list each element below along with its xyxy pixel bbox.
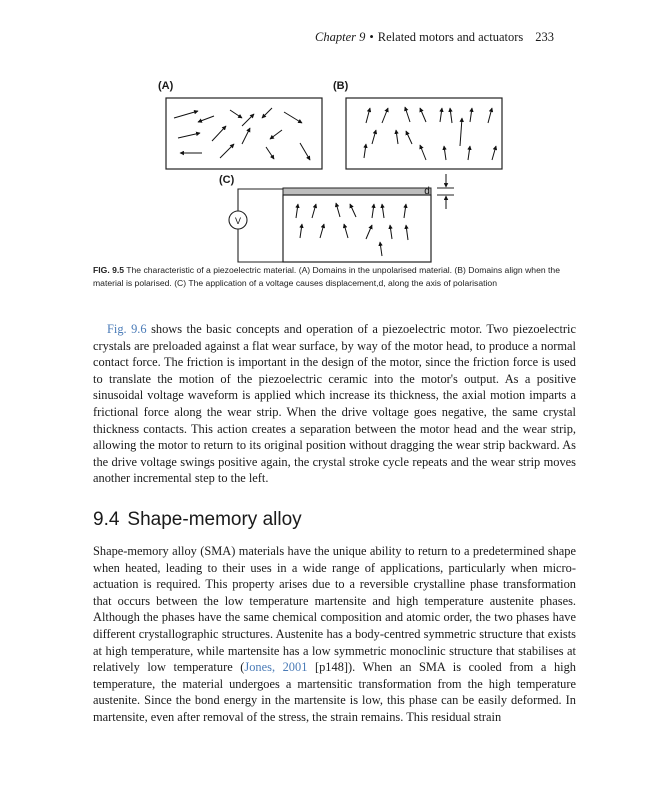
- domain-arrow: [420, 145, 426, 160]
- domain-arrow: [406, 225, 408, 240]
- domain-arrow: [350, 204, 356, 217]
- domain-arrow: [380, 242, 382, 256]
- paragraph-text-after-citation: [p148]). When an SMA is cooled from a high temperature, the material undergoes a martensitic transformation from the high temperature austenite. Since the bond energy in the martensite is low, this phase can be easily deformed. In martensite, even after removal of the stress, the strain remains. This residual strain: [93, 660, 576, 724]
- domain-arrow: [344, 224, 348, 238]
- domain-arrow: [320, 224, 324, 238]
- displacement-label: d: [424, 186, 430, 197]
- panel-a-label: (A): [158, 80, 174, 92]
- figure-caption: [93, 264, 583, 289]
- figure-number: FIG. 9.5: [93, 265, 125, 275]
- domain-arrow: [262, 108, 272, 118]
- panel-a-unpolarised-domains: [166, 98, 322, 169]
- page-number: 233: [535, 30, 554, 44]
- figure-9-5: [150, 78, 540, 268]
- domain-arrow: [284, 112, 302, 123]
- domain-arrow: [296, 204, 298, 218]
- domain-arrow: [242, 114, 254, 126]
- displaced-layer: [283, 188, 431, 195]
- domain-arrow: [366, 225, 372, 239]
- domain-arrow: [470, 108, 472, 122]
- panel-a-box: [166, 98, 322, 169]
- voltage-label: V: [234, 216, 242, 226]
- domain-arrow: [372, 204, 374, 218]
- domain-arrow: [390, 225, 392, 239]
- domain-arrow: [382, 204, 384, 218]
- panel-b-polarised-domains: [346, 98, 502, 169]
- chapter-label: Chapter 9: [315, 30, 366, 44]
- figure-diagram: [150, 78, 540, 268]
- chapter-title: Related motors and actuators: [377, 30, 524, 44]
- panel-c-voltage-applied: [229, 174, 454, 262]
- paragraph-text: shows the basic concepts and operation of a piezoelectric motor. Two piezoelectric crystals are preloaded against a flat wear surface, by way of the motor head, to produce a normal contact force. The friction is important in the design of the motor, since the friction force is used to translate the motion of the piezoelectric ceramic into the motor's output. As a positive sinusoidal voltage waveform is applied which increase its thickness, the axial motion imparts a frictional force along the wear strip. When the drive voltage goes negative, the same crystal thickness contacts. This action creates a separation between the motor head and the wear strip, allowing the motor to return to its original position without dragging the wear strip backward. As the drive voltage swings positive again, the crystal stroke cycle repeats and the wear strip moves another incremental step to the left.: [93, 322, 576, 486]
- domain-arrow: [420, 108, 426, 122]
- domain-arrow: [492, 146, 496, 160]
- domain-arrow: [366, 108, 370, 123]
- section-number: 9.4: [93, 509, 120, 530]
- domain-arrow: [300, 143, 310, 160]
- section-heading: [93, 509, 302, 531]
- domain-arrow: [440, 108, 442, 122]
- domain-arrow: [312, 204, 316, 218]
- domain-arrow: [178, 133, 200, 138]
- domain-arrow: [300, 224, 302, 238]
- displacement-indicator: [437, 174, 454, 209]
- bullet-separator: •: [369, 30, 374, 44]
- domain-arrow: [488, 108, 492, 123]
- domain-arrow: [396, 130, 398, 144]
- domain-arrow: [198, 116, 214, 122]
- domain-arrow: [364, 144, 366, 158]
- domain-arrow: [242, 128, 250, 144]
- domain-arrow: [336, 203, 340, 217]
- paragraph-text-before-citation: Shape-memory alloy (SMA) materials have the unique ability to return to a predetermined shape when heated, leading to their uses in a wide range of applications, particularly when micro-actuation is required. This property arises due to a reversible crystalline phase transformation that occurs between the low temperature martensite and high temperature austenite phases. Although the phases have the same chemical composition and atomic order, the two phases have different crystallographic structures. Austenite has a body-centred symmetric structure that exists at high temperature, while martensite has a low symmetric monoclinic structure that stabilises at relatively low temperature (: [93, 544, 576, 675]
- domain-arrow: [266, 147, 274, 159]
- domain-arrow: [444, 146, 446, 160]
- running-head: [315, 30, 554, 45]
- domain-arrow: [450, 108, 452, 123]
- caption-text: The characteristic of a piezoelectric material. (A) Domains in the unpolarised material. (B) Domains align when the material is polarised. (C) The application of a voltage causes displacement,d, along the axis of polarisation: [93, 265, 560, 288]
- domain-arrow: [405, 107, 410, 122]
- domain-arrow: [404, 204, 406, 218]
- section-title: Shape-memory alloy: [127, 509, 302, 530]
- domain-arrow: [372, 130, 376, 144]
- polarised-crystal-box: [283, 195, 431, 262]
- domain-arrow: [460, 118, 462, 146]
- paragraph-piezo-motor: [93, 321, 576, 487]
- panel-c-label: (C): [219, 174, 235, 186]
- domain-arrow: [174, 111, 198, 118]
- paragraph-shape-memory-alloy: [93, 543, 576, 726]
- domain-arrow: [382, 108, 388, 123]
- figure-reference-link[interactable]: Fig. 9.6: [107, 322, 147, 336]
- domain-arrow: [212, 126, 226, 141]
- domain-arrow: [220, 144, 234, 158]
- citation-link[interactable]: Jones, 2001: [244, 660, 308, 675]
- domain-arrow: [468, 146, 470, 160]
- panel-b-label: (B): [333, 80, 349, 92]
- domain-arrow: [270, 130, 282, 139]
- domain-arrow: [230, 110, 242, 118]
- domain-arrow: [406, 131, 412, 144]
